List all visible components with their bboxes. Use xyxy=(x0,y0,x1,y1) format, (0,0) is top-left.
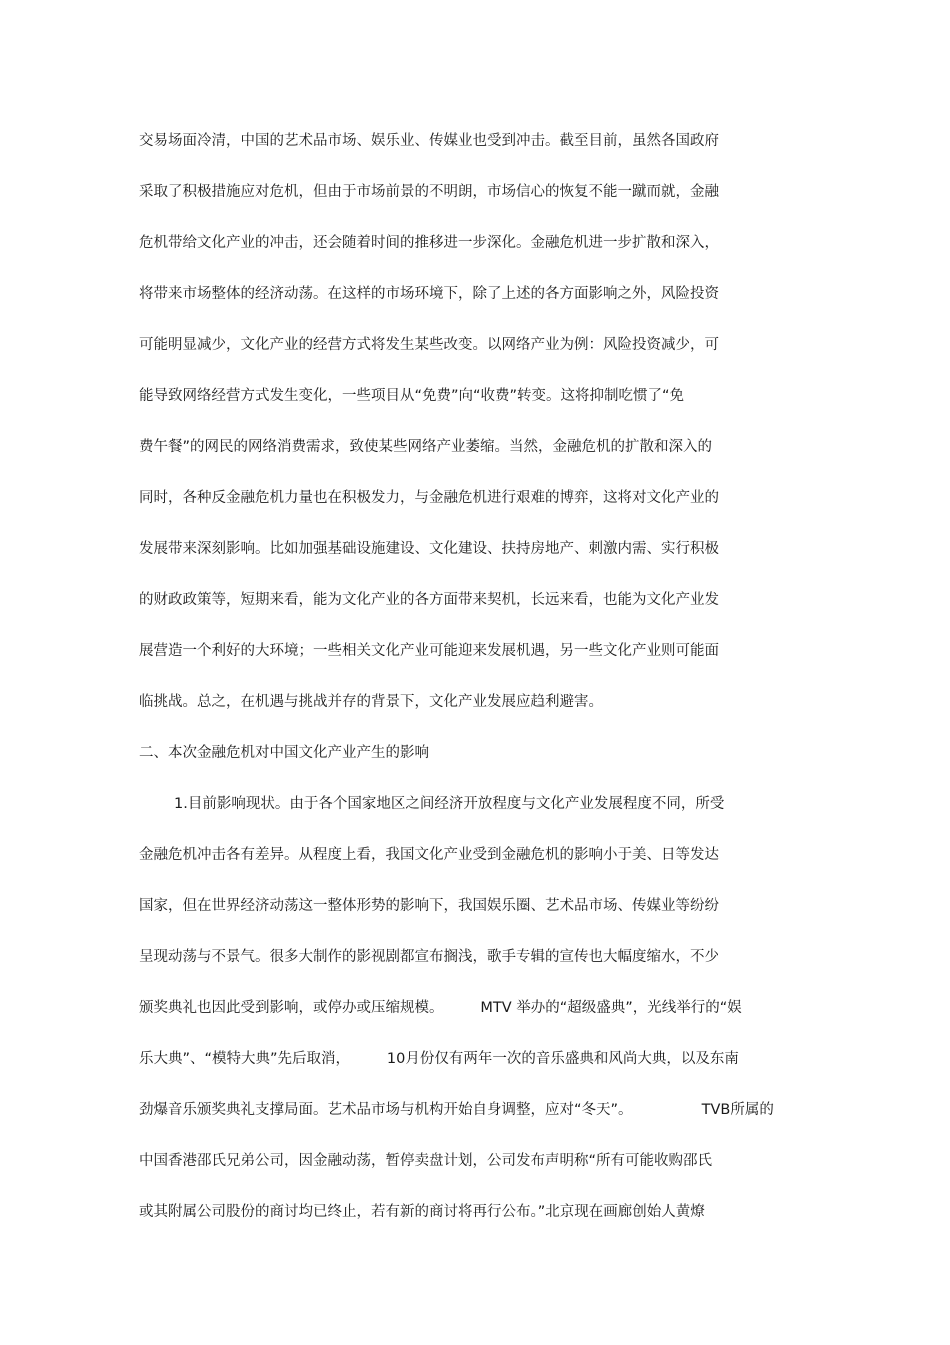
paragraph-line: 颁奖典礼也因此受到影响，或停办或压缩规模。 MTV 举办的“超级盛典”，光线举行的“娱 xyxy=(139,1000,742,1016)
paragraph-line: 交易场面冷清，中国的艺术品市场、娱乐业、传媒业也受到冲击。截至目前，虽然各国政府 xyxy=(139,133,719,149)
paragraph-line: 发展带来深刻影响。比如加强基础设施建设、文化建设、扶持房地产、刺激内需、实行积极 xyxy=(139,541,719,557)
paragraph-line: 费午餐”的网民的网络消费需求，致使某些网络产业萎缩。当然，金融危机的扩散和深入的 xyxy=(139,439,713,455)
paragraph-line: 1.目前影响现状。由于各个国家地区之间经济开放程度与文化产业发展程度不同，所受 xyxy=(174,796,725,812)
paragraph-line: 将带来市场整体的经济动荡。在这样的市场环境下，除了上述的各方面影响之外，风险投资 xyxy=(139,286,719,302)
paragraph-line: 展营造一个利好的大环境；一些相关文化产业可能迎来发展机遇，另一些文化产业则可能面 xyxy=(139,643,719,659)
paragraph-line: 可能明显减少，文化产业的经营方式将发生某些改变。以网络产业为例：风险投资减少，可 xyxy=(139,337,719,353)
paragraph-line: 金融危机冲击各有差异。从程度上看，我国文化产业受到金融危机的影响小于美、日等发达 xyxy=(139,847,719,863)
paragraph-line: 同时，各种反金融危机力量也在积极发力，与金融危机进行艰难的博弈，这将对文化产业的 xyxy=(139,490,719,506)
paragraph-line: 采取了积极措施应对危机，但由于市场前景的不明朗，市场信心的恢复不能一蹴而就，金融 xyxy=(139,184,719,200)
paragraph-line: 乐大典”、“模特大典”先后取消， 10月份仅有两年一次的音乐盛典和风尚大典，以及东南 xyxy=(139,1051,739,1067)
paragraph-line: 中国香港邵氏兄弟公司，因金融动荡，暂停卖盘计划，公司发布声明称“所有可能收购邵氏 xyxy=(139,1153,713,1169)
paragraph-line: 临挑战。总之，在机遇与挑战并存的背景下，文化产业发展应趋利避害。 xyxy=(139,694,603,710)
paragraph-line: 危机带给文化产业的冲击，还会随着时间的推移进一步深化。金融危机进一步扩散和深入， xyxy=(139,235,719,251)
paragraph-line: 能导致网络经营方式发生变化，一些项目从“免费”向“收费”转变。这将抑制吃惯了“免 xyxy=(139,388,685,404)
paragraph-line: 的财政政策等，短期来看，能为文化产业的各方面带来契机，长远来看，也能为文化产业发 xyxy=(139,592,719,608)
paragraph-line: 国家，但在世界经济动荡这一整体形势的影响下，我国娱乐圈、艺术品市场、传媒业等纷纷 xyxy=(139,898,719,914)
section-heading: 二、本次金融危机对中国文化产业产生的影响 xyxy=(139,745,429,761)
paragraph-line: 劲爆音乐颁奖典礼支撑局面。艺术品市场与机构开始自身调整，应对“冬天”。 TVB所属的 xyxy=(139,1102,774,1118)
paragraph-line: 呈现动荡与不景气。很多大制作的影视剧都宣布搁浅，歌手专辑的宣传也大幅度缩水，不少 xyxy=(139,949,719,965)
paragraph-line: 或其附属公司股份的商讨均已终止，若有新的商讨将再行公布。”北京现在画廊创始人黄燎 xyxy=(139,1204,705,1220)
